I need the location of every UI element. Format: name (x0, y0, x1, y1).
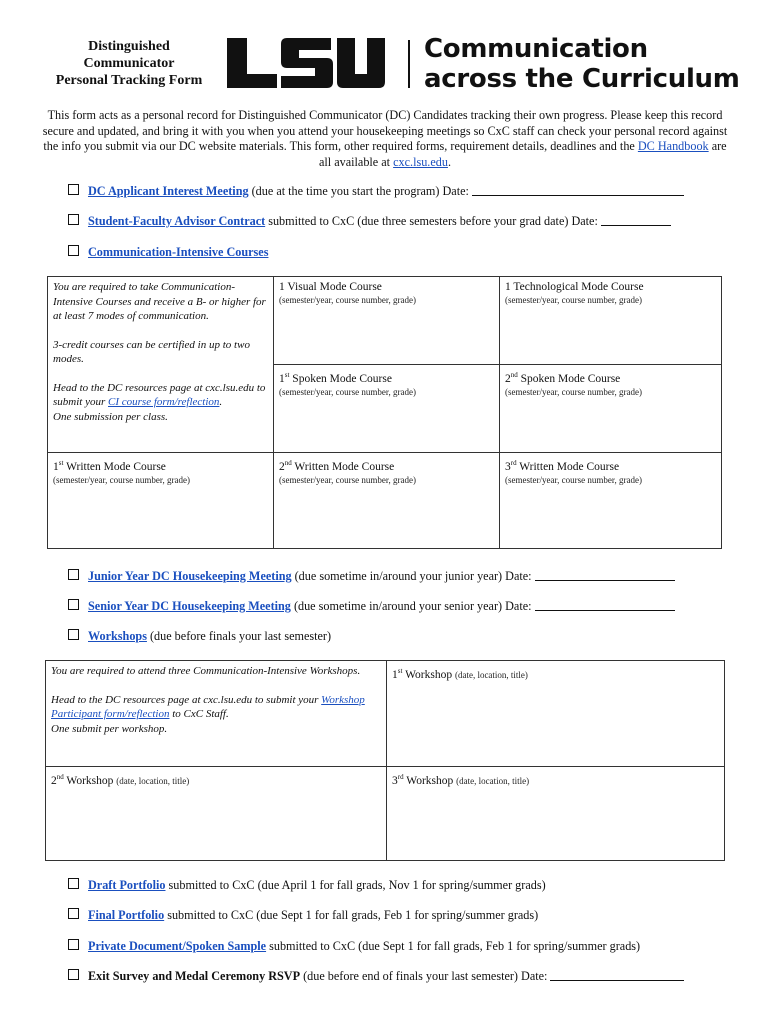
cell-title-text: Spoken Mode Course (517, 372, 621, 385)
cell-title: 1st Workshop (date, location, title) (392, 667, 528, 681)
draft-portfolio-link[interactable]: Draft Portfolio (88, 878, 166, 892)
intro-text: are all available at (319, 139, 727, 169)
item-text: (due before finals your last semester) (146, 629, 332, 643)
logo-divider (408, 40, 410, 88)
cell-title-text: Workshop (402, 668, 455, 681)
checklist-item-draft (68, 878, 726, 893)
cell-subtitle: (semester/year, course number, grade) (505, 295, 642, 305)
cell-subtitle: (semester/year, course number, grade) (279, 474, 416, 485)
ordinal: st (397, 667, 403, 675)
checkbox[interactable] (68, 569, 79, 580)
final-portfolio-link[interactable]: Final Portfolio (88, 908, 165, 922)
instruction-text: One submit per workshop. (51, 722, 168, 735)
courses-instructions (48, 277, 274, 453)
checklist-item-senior (68, 599, 726, 614)
cell-subtitle: (date, location, title) (454, 669, 528, 680)
date-field[interactable] (535, 600, 675, 611)
instruction-text (53, 381, 268, 410)
courses-table (47, 276, 722, 549)
item-text: submitted to CxC (due April 1 for fall grads, Nov 1 for spring/summer grads) (165, 878, 546, 892)
checklist-item-ci-courses (68, 245, 726, 260)
item-text: submitted to CxC (due three semesters before your grad date) Date: (265, 214, 601, 228)
checkbox[interactable] (68, 599, 79, 610)
interest-meeting-link[interactable]: DC Applicant Interest Meeting (88, 184, 249, 198)
ordinal: nd (56, 773, 64, 781)
cell-title: 2nd Workshop (date, location, title) (51, 773, 190, 787)
date-field[interactable] (601, 215, 671, 226)
cell-subtitle: (date, location, title) (116, 775, 190, 786)
program-line: Communication (424, 34, 648, 64)
cell-title-text: Written Mode Course (63, 460, 166, 473)
form-title-line: Communicator (83, 56, 175, 71)
cell-title: 2nd Written Mode Course (279, 459, 395, 473)
checklist-item-exit (68, 969, 726, 984)
intro-paragraph (40, 108, 730, 170)
cell-subtitle: (semester/year, course number, grade) (53, 474, 190, 485)
written3-course-cell[interactable] (500, 453, 722, 549)
item-text: (due sometime in/around your senior year) Date: (290, 599, 535, 613)
checkbox[interactable] (68, 969, 79, 980)
tech-course-cell[interactable] (500, 277, 722, 365)
private-sample-link[interactable]: Private Document/Spoken Sample (88, 939, 267, 953)
form-title (40, 38, 218, 89)
cell-title: 1st Written Mode Course (53, 459, 166, 473)
cell-title-text: Spoken Mode Course (289, 372, 392, 385)
checklist-item-advisor (68, 214, 726, 229)
program-name (424, 34, 740, 94)
ordinal: st (284, 371, 290, 379)
form-title-line: Distinguished (88, 39, 170, 54)
cell-title: 1st Spoken Mode Course (279, 371, 392, 385)
instruction-text: You are required to attend three Communication-Intensive Workshops. (51, 665, 361, 677)
cell-title-text: Written Mode Course (291, 460, 395, 473)
cell-subtitle: (semester/year, course number, grade) (279, 295, 416, 305)
item-text: (due sometime in/around your junior year) Date: (291, 569, 535, 583)
visual-course-cell[interactable] (274, 277, 500, 365)
checkbox[interactable] (68, 184, 79, 195)
instruction-text: You are required to take Communication-Intensive Courses and receive a B- or higher for at least 7 modes of communication. (53, 281, 266, 322)
ordinal: rd (397, 773, 404, 781)
program-line: across the Curriculum (424, 64, 740, 94)
item-text: submitted to CxC (due Sept 1 for fall grads, Feb 1 for spring/summer grads) (164, 908, 539, 922)
cell-title-text: Workshop (63, 774, 117, 787)
intro-text: This form acts as a personal record for Distinguished Communicator (DC) Candidates tracking their own progress. Please keep this record secure and updated, and bring it with you when you attend your housekeeping meetings so CxC staff can check your personal record against the info you submit via our DC website materials. This form, other required forms, requirement details, deadlines and the (42, 108, 728, 153)
date-field[interactable] (472, 185, 684, 196)
intro-text: . (447, 154, 451, 169)
date-field[interactable] (535, 570, 675, 581)
cell-title: 3rd Written Mode Course (505, 459, 620, 473)
cell-subtitle: (semester/year, course number, grade) (279, 386, 416, 397)
cell-subtitle: (date, location, title) (456, 775, 530, 786)
instruction-text (51, 693, 381, 722)
cell-title: 2nd Spoken Mode Course (505, 371, 621, 385)
cell-title: 3rd Workshop (date, location, title) (392, 773, 530, 787)
workshops-table (45, 660, 725, 861)
checkbox[interactable] (68, 908, 79, 919)
checkbox[interactable] (68, 214, 79, 225)
workshop1-cell[interactable] (387, 661, 725, 767)
ordinal: nd (284, 459, 292, 467)
cell-subtitle: (semester/year, course number, grade) (505, 386, 642, 397)
workshop-form-link[interactable]: Workshop Participant form/reflection (51, 693, 365, 720)
cell-title: 1 Technological Mode Course (505, 281, 644, 293)
instruction-part: to CxC Staff. (169, 708, 229, 720)
instruction-part: . (219, 396, 223, 408)
ordinal: rd (510, 459, 517, 467)
checkbox[interactable] (68, 939, 79, 950)
instruction-text: One submission per class. (53, 410, 168, 423)
checkbox[interactable] (68, 245, 79, 256)
advisor-contract-link[interactable]: Student-Faculty Advisor Contract (88, 214, 266, 228)
spoken2-course-cell[interactable] (500, 365, 722, 453)
senior-meeting-link[interactable]: Senior Year DC Housekeeping Meeting (88, 599, 291, 613)
checklist-item-final (68, 908, 726, 923)
checkbox[interactable] (68, 629, 79, 640)
cell-title: 1 Visual Mode Course (279, 281, 382, 293)
cxc-site-link[interactable]: cxc.lsu.edu (393, 154, 448, 169)
checklist-item-junior (68, 569, 726, 584)
item-text: (due at the time you start the program) Date: (248, 184, 472, 198)
written1-course-cell[interactable] (48, 453, 274, 549)
checklist-item-interest (68, 184, 726, 199)
instruction-part: Head to the DC resources page at cxc.lsu.edu to submit your (53, 381, 266, 408)
cell-subtitle: (semester/year, course number, grade) (505, 474, 642, 485)
workshops-instructions (46, 661, 387, 767)
cell-title-text: Written Mode Course (516, 460, 620, 473)
exit-survey-label: Exit Survey and Medal Ceremony RSVP (88, 969, 301, 983)
written2-course-cell[interactable] (274, 453, 500, 549)
workshops-link[interactable]: Workshops (88, 629, 147, 643)
ordinal: nd (510, 371, 518, 379)
dc-handbook-link[interactable]: DC Handbook (637, 139, 709, 153)
instruction-part: Head to the DC resources page at cxc.lsu.edu to submit your (51, 693, 322, 706)
form-title-line: Personal Tracking Form (55, 73, 203, 88)
ci-courses-link[interactable]: Communication-Intensive Courses (88, 245, 269, 259)
checklist-item-private (68, 939, 726, 954)
ordinal: st (58, 459, 64, 467)
checkbox[interactable] (68, 878, 79, 889)
item-text: submitted to CxC (due Sept 1 for fall grads, Feb 1 for spring/summer grads) (266, 939, 641, 953)
lsu-logo (225, 36, 387, 90)
instruction-text: 3-credit courses can be certified in up to two modes. (53, 338, 250, 365)
spoken1-course-cell[interactable] (274, 365, 500, 453)
junior-meeting-link[interactable]: Junior Year DC Housekeeping Meeting (88, 569, 292, 583)
checklist-item-workshops (68, 629, 726, 644)
item-text: (due before end of finals your last semester) Date: (300, 969, 551, 983)
workshop3-cell[interactable] (387, 767, 725, 861)
cell-title-text: Workshop (403, 774, 457, 787)
date-field[interactable] (550, 970, 684, 981)
workshop2-cell[interactable] (46, 767, 387, 861)
ci-course-form-link[interactable]: CI course form/reflection (108, 396, 220, 408)
